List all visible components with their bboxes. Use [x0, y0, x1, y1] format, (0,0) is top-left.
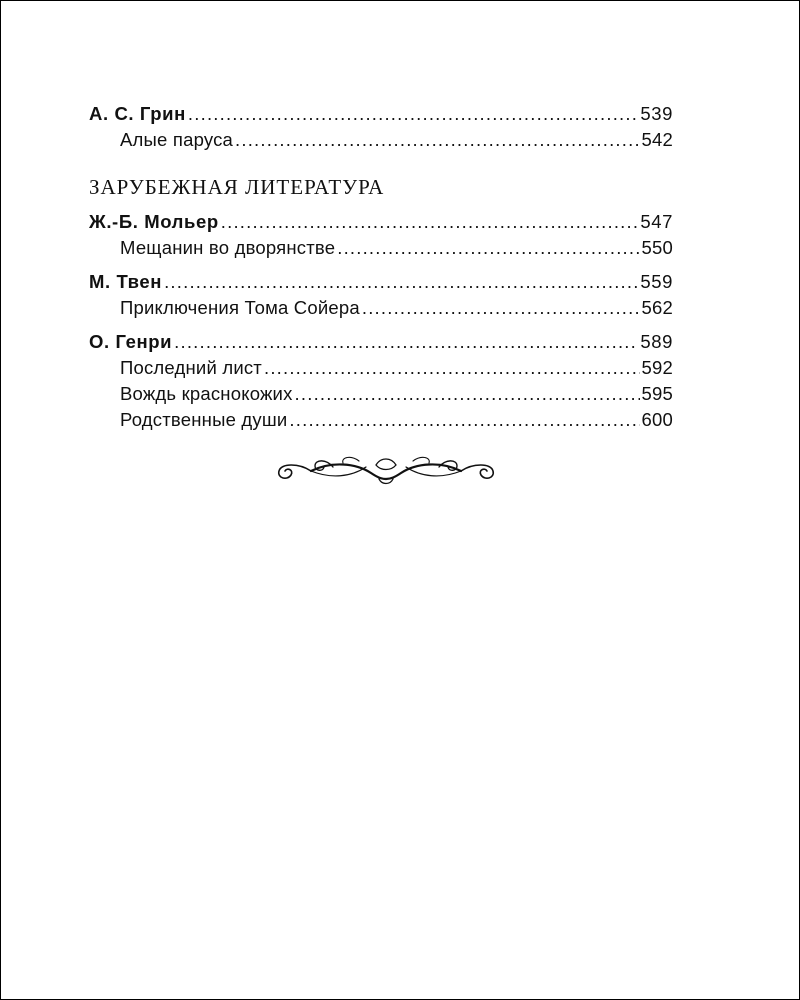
- dot-leader: [174, 331, 638, 353]
- toc-entry-work[interactable]: [89, 409, 673, 435]
- dot-leader: [295, 383, 640, 405]
- toc-entry-work[interactable]: [89, 383, 673, 409]
- work-title: Родственные души: [120, 409, 288, 430]
- page-number: 542: [641, 129, 673, 150]
- dot-leader: [188, 103, 638, 125]
- page-number: 562: [641, 297, 673, 318]
- page-number: 539: [640, 103, 673, 124]
- page-number: 547: [640, 211, 673, 232]
- page-number: 559: [640, 271, 673, 292]
- work-title: Последний лист: [120, 357, 262, 378]
- author-name: М. Твен: [89, 271, 163, 292]
- dot-leader: [289, 409, 639, 431]
- work-title: Алые паруса: [120, 129, 234, 150]
- dot-leader: [264, 357, 640, 379]
- dot-leader: [164, 271, 638, 293]
- toc-entry-work[interactable]: [89, 129, 673, 155]
- toc-entry-work[interactable]: [89, 357, 673, 383]
- toc-entry-author[interactable]: [89, 331, 673, 357]
- dot-leader: [337, 237, 639, 259]
- page-number: 600: [641, 409, 673, 430]
- toc-entry-author[interactable]: [89, 211, 673, 237]
- work-title: Мещанин во дворянстве: [120, 237, 336, 258]
- page-number: 550: [641, 237, 673, 258]
- section-heading: ЗАРУБЕЖНАЯ ЛИТЕРАТУРА: [89, 175, 385, 199]
- author-name: Ж.-Б. Мольер: [89, 211, 219, 232]
- table-of-contents: [89, 103, 673, 435]
- page-number: 595: [641, 383, 673, 404]
- toc-entry-work[interactable]: [89, 237, 673, 263]
- author-name: А. С. Грин: [89, 103, 186, 124]
- group-spacer: [89, 263, 673, 271]
- page-number: 592: [641, 357, 673, 378]
- dot-leader: [362, 297, 640, 319]
- author-name: О. Генри: [89, 331, 173, 352]
- toc-entry-author[interactable]: [89, 103, 673, 129]
- flourish-divider-icon: [271, 451, 501, 491]
- toc-entry-work[interactable]: [89, 297, 673, 323]
- group-spacer: [89, 323, 673, 331]
- work-title: Приключения Тома Сойера: [120, 297, 360, 318]
- page-number: 589: [640, 331, 673, 352]
- dot-leader: [235, 129, 640, 151]
- toc-entry-author[interactable]: [89, 271, 673, 297]
- work-title: Вождь краснокожих: [120, 383, 293, 404]
- dot-leader: [221, 211, 639, 233]
